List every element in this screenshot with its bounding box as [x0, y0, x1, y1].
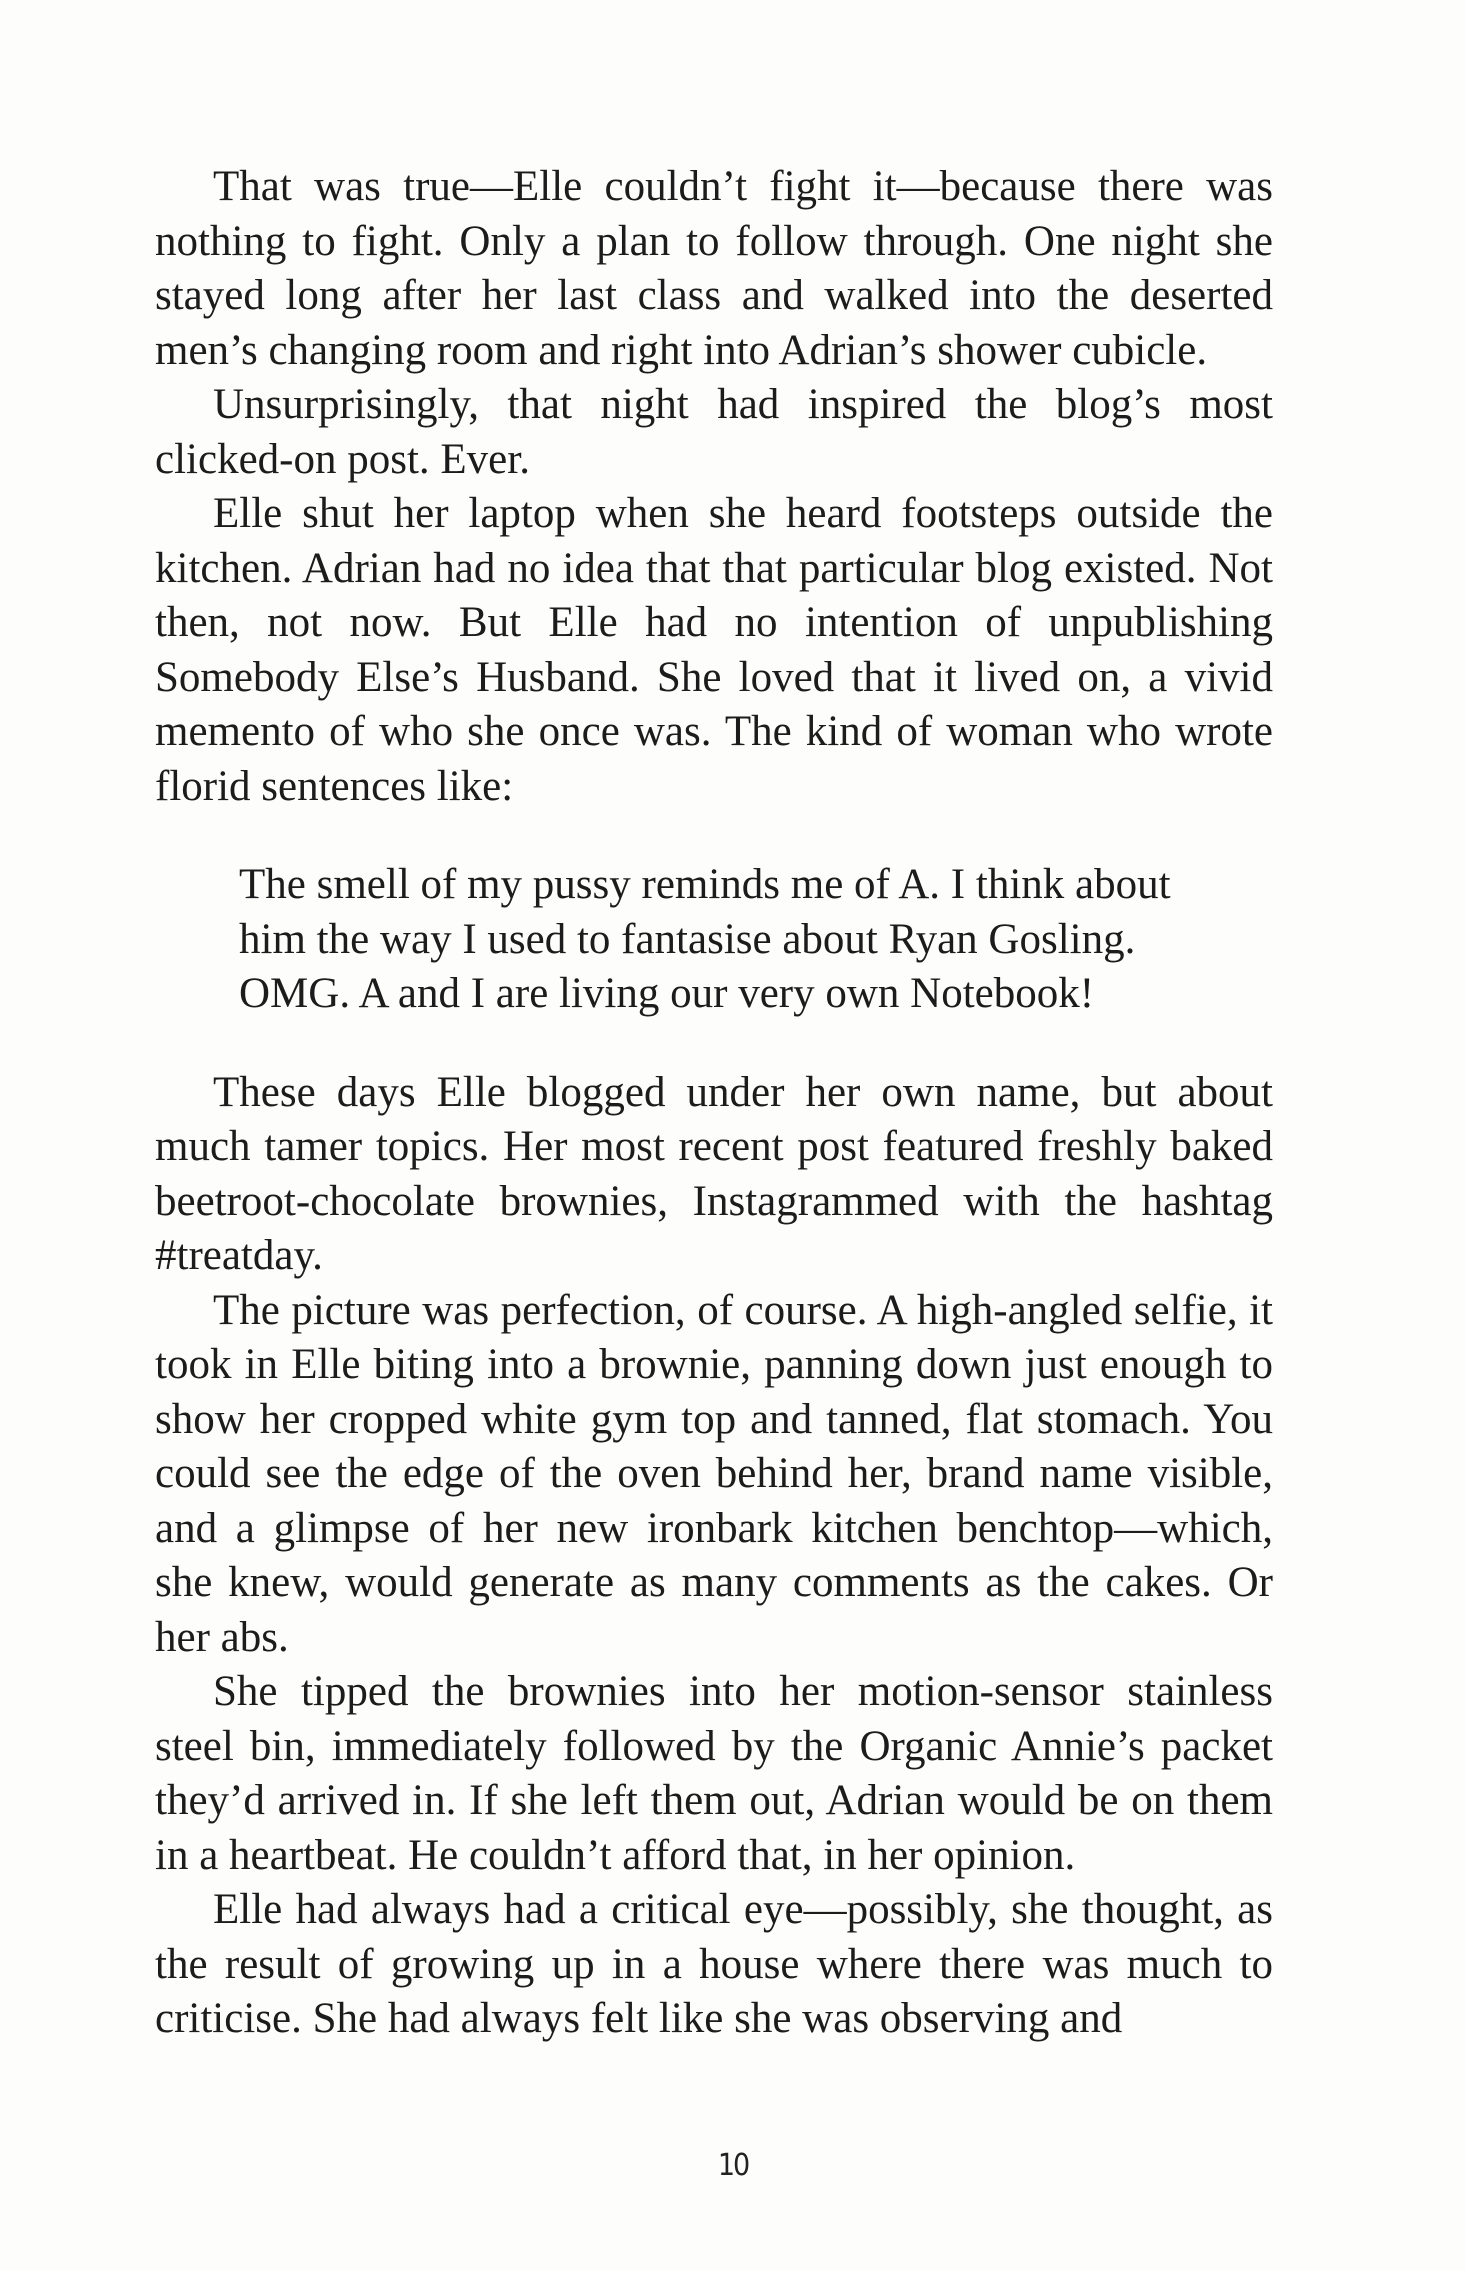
paragraph: These days Elle blogged under her own name, but about much tamer topics. Her most recent post featured freshly baked beetroot-chocolate brownies, Instagrammed with the hashtag #treatday.: [155, 1068, 1273, 1279]
paragraph: That was true—Elle couldn’t fight it—because there was nothing to fight. Only a plan to follow through. One night she stayed long after her last class and walked into the deserted men’s changing room and right into Adrian’s shower cubicle.: [155, 163, 1273, 374]
block-quote: The smell of my pussy reminds me of A. I think about him the way I used to fantasise about Ryan Gosling. OMG. A and I are living our very own Notebook!: [239, 861, 1171, 1017]
paragraph: Elle had always had a critical eye—possibly, she thought, as the result of growing up in a house where there was much to criticise. She had always felt like she was observing and: [155, 1886, 1273, 2042]
body-text: [155, 160, 1273, 2047]
paragraph: Elle shut her laptop when she heard footsteps outside the kitchen. Adrian had no idea that that particular blog existed. Not then, not now. But Elle had no intention of unpublishing Somebody Else’s Husband. She loved that it lived on, a vivid memento of who she once was. The kind of woman who wrote florid sentences like:: [155, 490, 1273, 810]
spacer: [155, 814, 1273, 858]
paragraph: The picture was perfection, of course. A high-angled selfie, it took in Elle biting into a brownie, panning down just enough to show her cropped white gym top and tanned, flat stomach. You could see the edge of the oven behind her, brand name visible, and a glimpse of her new ironbark kitchen benchtop—which, she knew, would generate as many comments as the cakes. Or her abs.: [155, 1286, 1273, 1661]
paragraph: She tipped the brownies into her motion-sensor stainless steel bin, immediately followed by the Organic Annie’s packet they’d arrived in. If she left them out, Adrian would be on them in a heartbeat. He couldn’t afford that, in her opinion.: [155, 1668, 1273, 1879]
page-number: 10: [717, 2148, 749, 2183]
paragraph: Unsurprisingly, that night had inspired the blog’s most clicked-on post. Ever.: [155, 381, 1273, 483]
spacer: [155, 1022, 1273, 1066]
